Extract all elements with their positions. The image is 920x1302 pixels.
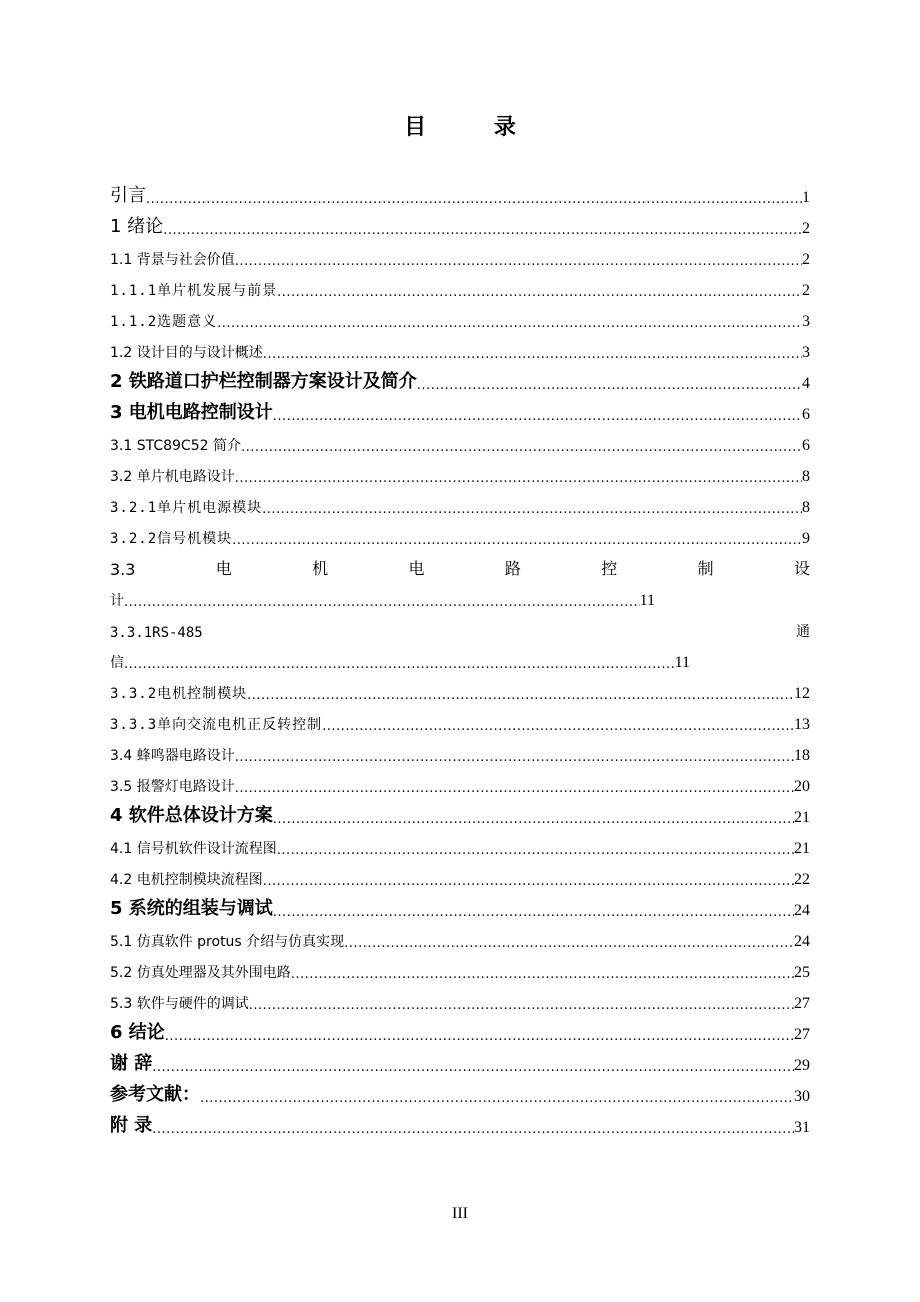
dot-leader <box>124 653 675 672</box>
dot-leader <box>417 374 802 393</box>
toc-entry-label: 信 <box>110 655 124 671</box>
toc-word: 控 <box>601 559 618 578</box>
toc-entry[interactable] <box>110 858 810 889</box>
toc-entry[interactable] <box>110 207 810 238</box>
toc-entry-page: 27 <box>794 1026 810 1043</box>
toc-entry-page: 30 <box>794 1088 810 1105</box>
toc-entry[interactable] <box>110 1106 810 1137</box>
toc-entry-label: 2 铁路道口护栏控制器方案设计及简介 <box>110 371 417 392</box>
toc-entry-continuation[interactable] <box>110 641 690 672</box>
dot-leader <box>273 405 802 424</box>
toc-entry-label: 3.2.1单片机电源模块 <box>110 500 263 516</box>
toc-entry[interactable] <box>110 703 810 734</box>
toc-entry[interactable] <box>110 951 810 982</box>
dot-leader <box>235 250 802 269</box>
toc-entry-page: 1 <box>802 189 810 206</box>
toc-entry[interactable] <box>110 300 810 331</box>
dot-leader <box>247 684 794 703</box>
toc-entry-label: 5.3 软件与硬件的调试 <box>110 996 249 1012</box>
toc-word: 电 <box>408 559 425 578</box>
toc-entry-page: 2 <box>802 282 810 299</box>
toc-entry[interactable] <box>110 486 810 517</box>
toc-entry[interactable] <box>110 982 810 1013</box>
toc-entry-label: 3.4 蜂鸣器电路设计 <box>110 748 235 764</box>
toc-entry-page: 11 <box>639 592 655 609</box>
toc-word: 设 <box>793 559 810 578</box>
toc-entry[interactable] <box>110 1013 810 1044</box>
toc-entry-label: 3.5 报警灯电路设计 <box>110 779 235 795</box>
dot-leader <box>235 467 802 486</box>
toc-entry[interactable] <box>110 455 810 486</box>
dot-leader <box>146 188 802 207</box>
toc-entry-label: 3.3.2电机控制模块 <box>110 686 248 702</box>
table-of-contents <box>110 176 810 1137</box>
dot-leader <box>277 839 794 858</box>
dot-leader <box>249 994 794 1013</box>
toc-word: 制 <box>697 559 714 578</box>
dot-leader <box>152 1118 794 1137</box>
toc-entry-page: 24 <box>794 902 810 919</box>
toc-entry[interactable] <box>110 269 810 300</box>
toc-entry-page: 25 <box>794 964 810 981</box>
toc-entry[interactable] <box>110 1044 810 1075</box>
toc-entry-label: 4 软件总体设计方案 <box>110 805 273 826</box>
toc-entry-label: 4.1 信号机软件设计流程图 <box>110 841 277 857</box>
toc-entry-label: 1.1.1单片机发展与前景 <box>110 283 278 299</box>
toc-entry-justified[interactable] <box>110 610 810 641</box>
toc-entry-label: 参考文献： <box>110 1084 200 1105</box>
toc-entry-label: 3.2.2信号机模块 <box>110 531 233 547</box>
toc-entry[interactable] <box>110 517 810 548</box>
toc-entry-page: 3 <box>802 313 810 330</box>
toc-entry-page: 6 <box>802 437 810 454</box>
toc-entry-page: 11 <box>674 654 690 671</box>
toc-entry-label: 计 <box>110 593 124 609</box>
toc-entry-justified[interactable] <box>110 548 810 579</box>
toc-word: 机 <box>312 559 329 578</box>
toc-entry-page: 24 <box>794 933 810 950</box>
toc-entry-page: 18 <box>794 747 810 764</box>
dot-leader <box>277 281 802 300</box>
toc-entry-page: 12 <box>794 685 810 702</box>
toc-entry[interactable] <box>110 238 810 269</box>
toc-entry-page: 8 <box>802 499 810 516</box>
dot-leader <box>273 901 794 920</box>
toc-entry[interactable] <box>110 827 810 858</box>
toc-entry-label: 4.2 电机控制模块流程图 <box>110 872 263 888</box>
toc-entry-page: 13 <box>794 716 810 733</box>
toc-word: 通 <box>796 624 810 640</box>
dot-leader <box>200 1087 794 1106</box>
toc-entry-page: 22 <box>794 871 810 888</box>
toc-entry-page: 4 <box>802 375 810 392</box>
toc-entry-label: 谢 辞 <box>110 1053 153 1074</box>
toc-entry[interactable] <box>110 734 810 765</box>
dot-leader <box>241 436 802 455</box>
toc-word: 3.3 <box>110 560 136 579</box>
toc-entry-page: 6 <box>802 406 810 423</box>
toc-entry-label: 附 录 <box>110 1115 153 1136</box>
toc-entry[interactable] <box>110 331 810 362</box>
dot-leader <box>235 777 794 796</box>
toc-word: 路 <box>504 559 521 578</box>
toc-entry-label: 3.2 单片机电路设计 <box>110 469 235 485</box>
page-number-footer: III <box>452 1205 468 1222</box>
toc-entry-label: 1.1.2选题意义 <box>110 314 218 330</box>
toc-entry[interactable] <box>110 889 810 920</box>
toc-entry[interactable] <box>110 796 810 827</box>
dot-leader <box>163 219 802 238</box>
toc-entry-label: 1.2 设计目的与设计概述 <box>110 345 263 361</box>
dot-leader <box>262 498 802 517</box>
dot-leader <box>322 715 794 734</box>
toc-entry-page: 21 <box>794 840 810 857</box>
toc-entry-label: 1.1 背景与社会价值 <box>110 252 235 268</box>
dot-leader <box>232 529 802 548</box>
dot-leader <box>263 870 794 889</box>
toc-entry-label: 6 结论 <box>110 1022 165 1043</box>
toc-entry-label: 引言 <box>110 185 146 206</box>
toc-entry-label: 3.1 STC89C52 简介 <box>110 438 241 454</box>
toc-entry-label: 1 绪论 <box>110 216 164 237</box>
dot-leader <box>291 963 794 982</box>
toc-entry-label: 3.3.1RS-485 <box>110 625 203 641</box>
toc-entry-page: 3 <box>802 344 810 361</box>
toc-entry-label: 5.1 仿真软件 protus 介绍与仿真实现 <box>110 934 345 950</box>
toc-word: 电 <box>215 559 232 578</box>
dot-leader <box>217 312 802 331</box>
toc-entry-page: 21 <box>794 809 810 826</box>
toc-entry-page: 2 <box>802 251 810 268</box>
toc-entry[interactable] <box>110 765 810 796</box>
dot-leader <box>263 343 802 362</box>
toc-entry-label: 5 系统的组装与调试 <box>110 898 273 919</box>
toc-entry-page: 20 <box>794 778 810 795</box>
toc-entry[interactable] <box>110 393 810 424</box>
toc-entry[interactable] <box>110 424 810 455</box>
toc-entry-label: 3 电机电路控制设计 <box>110 402 273 423</box>
toc-entry-page: 29 <box>794 1057 810 1074</box>
dot-leader <box>152 1056 794 1075</box>
toc-entry-label: 3.3.3单向交流电机正反转控制 <box>110 717 323 733</box>
dot-leader <box>235 746 794 765</box>
toc-entry-page: 31 <box>794 1119 810 1136</box>
toc-entry-continuation[interactable] <box>110 579 655 610</box>
toc-entry-page: 27 <box>794 995 810 1012</box>
dot-leader <box>124 591 640 610</box>
toc-entry[interactable] <box>110 362 810 393</box>
dot-leader <box>273 808 794 827</box>
toc-entry[interactable] <box>110 672 810 703</box>
toc-entry-page: 9 <box>802 530 810 547</box>
toc-entry-page: 2 <box>802 220 810 237</box>
dot-leader <box>344 932 794 951</box>
page-title: 目 录 <box>404 115 546 140</box>
toc-entry[interactable] <box>110 1075 810 1106</box>
toc-entry-page: 8 <box>802 468 810 485</box>
toc-entry-label: 5.2 仿真处理器及其外围电路 <box>110 965 291 981</box>
toc-entry[interactable] <box>110 920 810 951</box>
toc-entry[interactable] <box>110 176 810 207</box>
dot-leader <box>165 1025 794 1044</box>
